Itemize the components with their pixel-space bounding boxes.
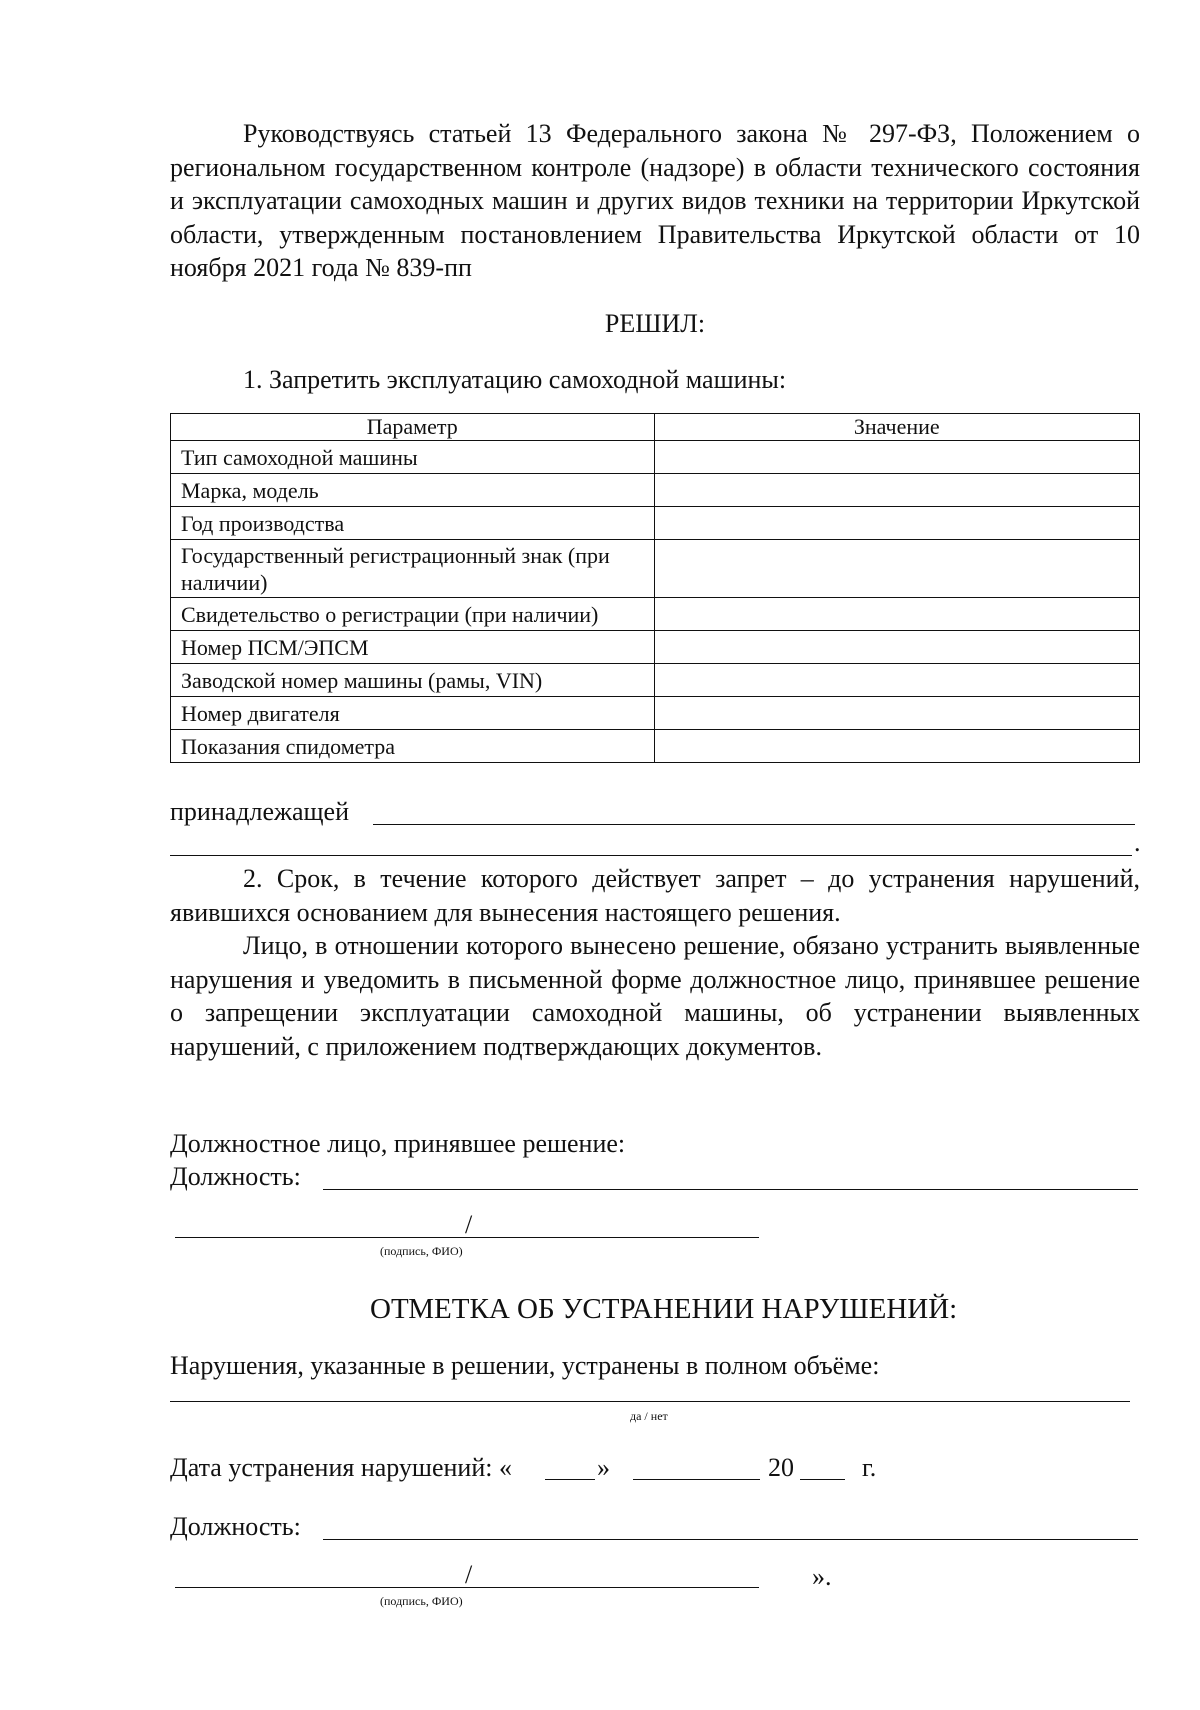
- value-cell[interactable]: [654, 474, 1139, 507]
- date-label: Дата устранения нарушений: «: [170, 1453, 512, 1482]
- item-2: [170, 862, 1140, 929]
- table-row: [171, 540, 1140, 598]
- date-day-line[interactable]: [545, 1479, 595, 1480]
- signature-slash: /: [465, 1210, 473, 1239]
- position-label-2: Должность:: [170, 1512, 301, 1541]
- param-cell: Марка, модель: [171, 474, 655, 507]
- signature-caption-2: (подпись, ФИО): [380, 1594, 463, 1608]
- table-header-param: Параметр: [171, 414, 655, 441]
- date-year-line[interactable]: [800, 1479, 845, 1480]
- signature-slash-2: /: [465, 1560, 473, 1589]
- date-close-quote: »: [597, 1453, 610, 1482]
- param-cell: Год производства: [171, 507, 655, 540]
- value-cell[interactable]: [654, 441, 1139, 474]
- vehicle-params-table: [170, 413, 1140, 763]
- param-cell: Номер ПСМ/ЭПСМ: [171, 631, 655, 664]
- mark-title: ОТМЕТКА ОБ УСТРАНЕНИИ НАРУШЕНИЙ:: [370, 1293, 958, 1325]
- value-cell[interactable]: [654, 631, 1139, 664]
- obligation-paragraph: [170, 929, 1140, 1063]
- value-cell[interactable]: [654, 598, 1139, 631]
- yes-no-caption: да / нет: [630, 1409, 668, 1423]
- signature-caption: (подпись, ФИО): [380, 1244, 463, 1258]
- param-cell: Тип самоходной машины: [171, 441, 655, 474]
- value-cell[interactable]: [654, 730, 1139, 763]
- position-line[interactable]: [323, 1189, 1138, 1190]
- table-header-row: [171, 414, 1140, 441]
- param-cell: Свидетельство о регистрации (при наличии): [171, 598, 655, 631]
- obligation-text: Лицо, в отношении которого вынесено решение, обязано устранить выявленные нарушения и уведомить в письменной форме должностное лицо, принявшее решение о запрещении эксплуатации самоходной машины, об устранении выявленных нарушений, с приложением подтверждающих документов.: [170, 931, 1140, 1061]
- value-cell[interactable]: [654, 540, 1139, 598]
- intro-paragraph: [170, 117, 1140, 285]
- param-cell: Номер двигателя: [171, 697, 655, 730]
- owner-period: .: [1134, 828, 1141, 857]
- date-month-line[interactable]: [633, 1479, 760, 1480]
- position-line-2[interactable]: [323, 1539, 1138, 1540]
- violations-fixed-label: Нарушения, указанные в решении, устранены в полном объёме:: [170, 1351, 880, 1380]
- table-header-value: Значение: [654, 414, 1139, 441]
- position-label: Должность:: [170, 1162, 301, 1191]
- table-row: [171, 631, 1140, 664]
- date-year-suffix: г.: [862, 1453, 877, 1482]
- decision-heading: РЕШИЛ:: [604, 309, 706, 338]
- param-cell: Заводской номер машины (рамы, VIN): [171, 664, 655, 697]
- item-1: 1. Запретить эксплуатацию самоходной машины:: [243, 365, 787, 394]
- intro-text: Руководствуясь статьей 13 Федерального закона № 297-ФЗ, Положением о региональном государственном контроле (надзоре) в области технического состояния и эксплуатации самоходных машин и других видов техники на территории Иркутской области, утвержденным постановлением Правительства Иркутской области от 10 ноября 2021 года № 839-пп: [170, 119, 1140, 282]
- owner-line-2[interactable]: [170, 855, 1132, 856]
- yes-no-line[interactable]: [170, 1401, 1130, 1402]
- closing-quote: ».: [812, 1562, 832, 1591]
- table-row: [171, 730, 1140, 763]
- table-row: [171, 474, 1140, 507]
- value-cell[interactable]: [654, 697, 1139, 730]
- table-row: [171, 507, 1140, 540]
- value-cell[interactable]: [654, 664, 1139, 697]
- value-cell[interactable]: [654, 507, 1139, 540]
- table-row: [171, 598, 1140, 631]
- belonging-label: принадлежащей: [170, 797, 350, 826]
- param-cell: Государственный регистрационный знак (при наличии): [171, 540, 655, 598]
- table-row: [171, 697, 1140, 730]
- date-year-prefix: 20: [768, 1453, 794, 1482]
- owner-line[interactable]: [373, 824, 1135, 825]
- table-row: [171, 664, 1140, 697]
- table-row: [171, 441, 1140, 474]
- official-label: Должностное лицо, принявшее решение:: [170, 1129, 626, 1158]
- item-2-text: 2. Срок, в течение которого действует запрет – до устранения нарушений, явившихся основанием для вынесения настоящего решения.: [170, 864, 1140, 927]
- param-cell: Показания спидометра: [171, 730, 655, 763]
